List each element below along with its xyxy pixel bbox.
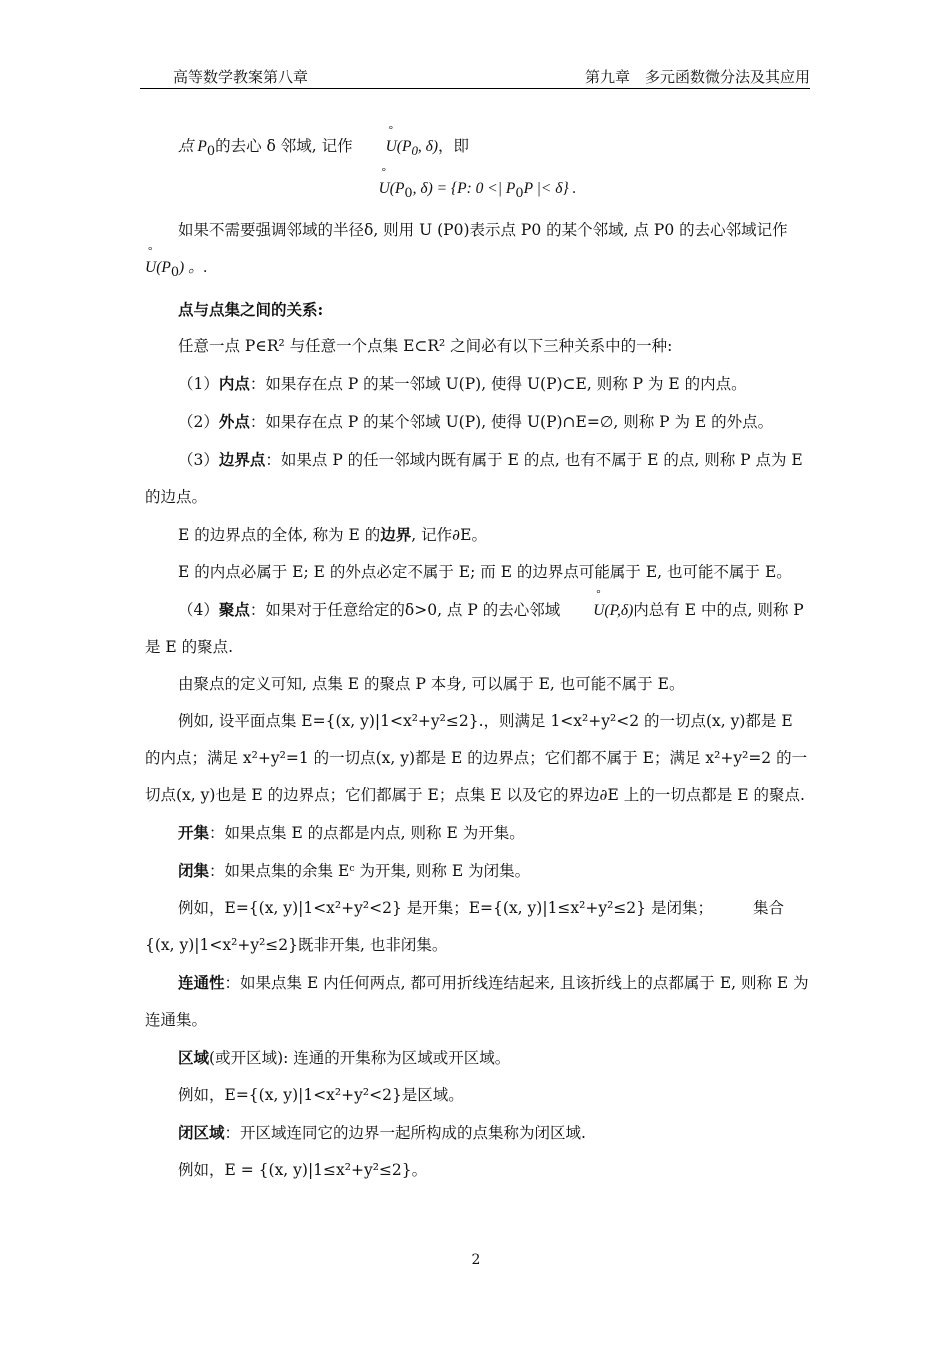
paragraph-boundary-definition: E 的边界点的全体, 称为 E 的边界, 记作∂E。 [178,525,487,545]
header-right-title: 第九章 多元函数微分法及其应用 [584,68,810,86]
paragraph-relations-intro: 任意一点 P∈R² 与任意一个点集 E⊂R² 之间必有以下三种关系中的一种: [178,337,673,356]
section-title-relations: 点与点集之间的关系: [178,300,324,320]
paragraph-neighborhood-notation-end: ° $U(P_0)$ 。. [145,249,810,291]
page-number: 2 [471,1252,481,1268]
paragraph-closed-set: 闭集：如果点集的余集 Eᶜ 为开集, 则称 E 为闭集。 [178,861,531,881]
paragraph-open-set: 开集：如果点集 E 的点都是内点, 则称 E 为开集。 [178,823,525,843]
paragraph-connectedness: 连通性：如果点集 E 内任何两点, 都可用折线连结起来, 且该折线上的点都属于 E, 则称 E 为连通集。 [145,973,809,1030]
item-boundary-point: （3）边界点：如果点 P 的任一邻域内既有属于 E 的点, 也有不属于 E 的点, 则称 P 点为 E 的边点。 [145,450,803,507]
paragraph-region: 区域(或开区域): 连通的开集称为区域或开区域。 [178,1048,511,1068]
paragraph-example-3: 例如，E={(x, y)|1<x²+y²<2}是区域。 [178,1086,464,1105]
page-header [140,62,810,89]
paragraph-example-4: 例如，E = {(x, y)|1≤x²+y²≤2}。 [178,1161,428,1180]
main-content [145,128,810,1189]
paragraph-deleted-neighborhood: 点 $P_0$的去心 δ 邻域, 记作° $U(P_0$, δ)，即 [145,128,810,170]
item-accumulation-point: （4）聚点：如果对于任意给定的δ>0, 点 P 的去心邻域° U(P,δ)内总有 E 中的点, 则称 P 是 E 的聚点. [145,591,810,666]
paragraph-example-1: 例如, 设平面点集 E={(x, y)|1<x²+y²≤2}.，则满足 1<x²+y²<2 的一切点(x, y)都是 E 的内点；满足 x²+y²=1 的一切点(x, y)都是 E 的边界点；它们都不属于 E；满足 x²+y²=2 的一切点(x, y)也是 E 的边界点；它们都属于 E；点集 E 以及它的界边∂E 上的一切点都是 E 的聚点. [145,712,808,805]
header-left-title: 高等数学教案第八章 [173,68,309,86]
paragraph-accumulation-remark: 由聚点的定义可知, 点集 E 的聚点 P 本身, 可以属于 E, 也可能不属于 E。 [178,675,685,694]
paragraph-interior-exterior-membership: E 的内点必属于 E; E 的外点必定不属于 E; 而 E 的边界点可能属于 E, 也可能不属于 E。 [178,563,792,582]
deleted-neighborhood-symbol: ° $U(P_0$, δ) [353,128,438,169]
paragraph-example-2: 例如，E={(x, y)|1<x²+y²<2} 是开集；E={(x, y)|1≤x²+y²≤2} 是闭集； 集合 {(x, y)|1<x²+y²≤2}既非开集, 也非闭集。 [145,899,784,955]
paragraph-closed-region: 闭区域：开区域连同它的边界一起所构成的点集称为闭区域. [178,1123,586,1143]
item-interior-point: （1）内点：如果存在点 P 的某一邻域 U(P), 使得 U(P)⊂E, 则称 P 为 E 的内点。 [178,374,747,394]
formula-deleted-neighborhood: ° $U(P_0$, δ) = {P: 0 <| $P_0P$ |< δ} . [145,170,810,212]
item-exterior-point: （2）外点：如果存在点 P 的某个邻域 U(P), 使得 U(P)∩E=∅, 则称 P 为 E 的外点。 [178,412,774,432]
paragraph-neighborhood-notation: 如果不需要强调邻域的半径δ, 则用 U (P0)表示点 P0 的某个邻域, 点 P0 的去心邻域记作 [178,221,788,240]
